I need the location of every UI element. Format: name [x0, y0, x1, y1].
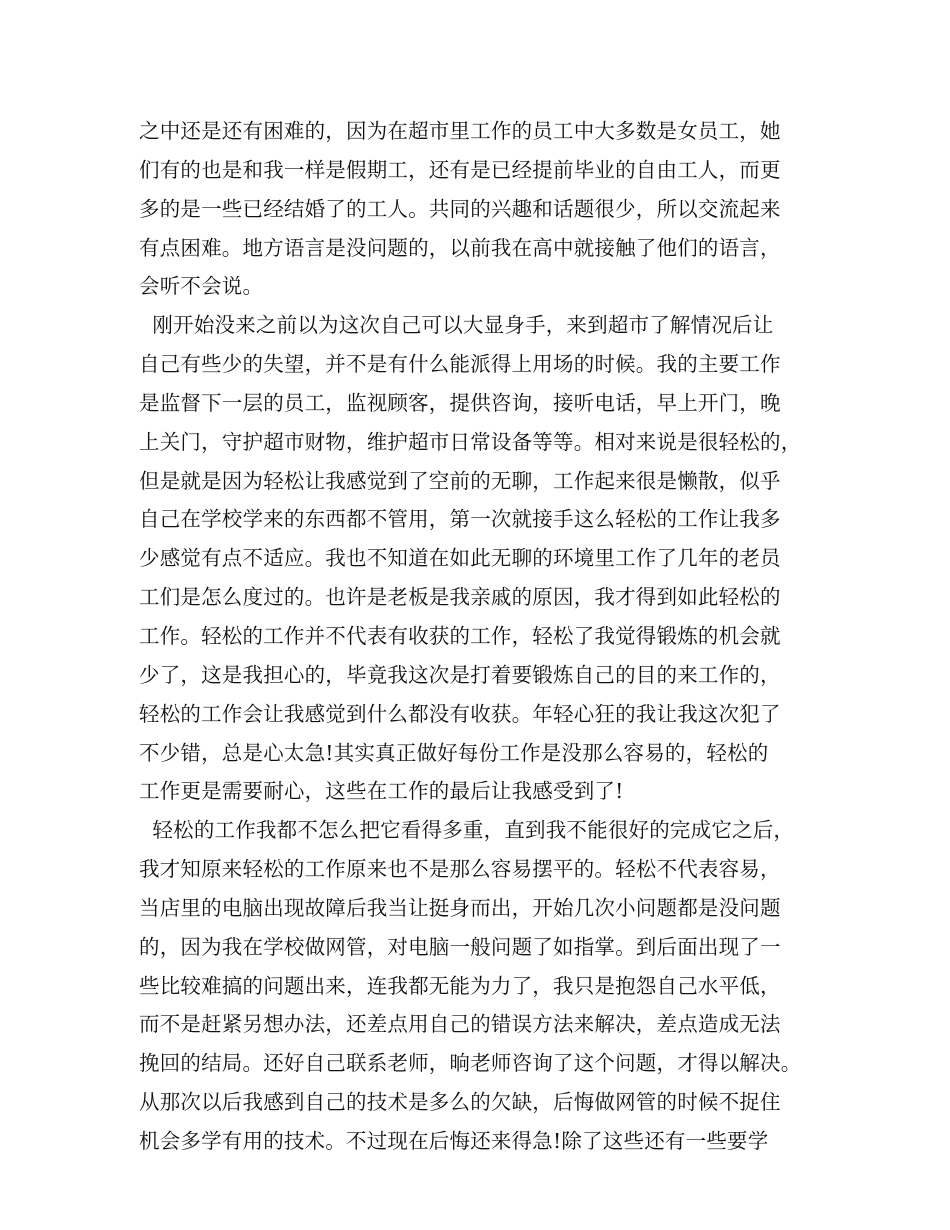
text-line: 当店里的电脑出现故障后我当让挺身而出，开始几次小问题都是没问题 [139, 895, 781, 920]
text-line: 工们是怎么度过的。也许是老板是我亲戚的原因，我才得到如此轻松的 [139, 585, 781, 610]
text-line: 上关门，守护超市财物，维护超市日常设备等等。相对来说是很轻松的， [139, 429, 802, 454]
text-line: 轻松的工作我都不怎么把它看得多重，直到我不能很好的完成它之后， [139, 818, 795, 843]
text-line: 们有的也是和我一样是假期工，还有是已经提前毕业的自由工人，而更 [139, 157, 781, 182]
text-line: 而不是赶紧另想办法，还差点用自己的错误方法来解决，差点造成无法 [139, 1012, 781, 1037]
text-line: 有点困难。地方语言是没问题的，以前我在高中就接触了他们的语言， [139, 235, 781, 260]
text-line: 多的是一些已经结婚了的工人。共同的兴趣和话题很少，所以交流起来 [139, 196, 781, 221]
text-line: 的，因为我在学校做网管，对电脑一般问题了如指掌。到后面出现了一 [139, 934, 781, 959]
text-line: 轻松的工作会让我感觉到什么都没有收获。年轻心狂的我让我这次犯了 [139, 701, 781, 726]
text-line: 些比较难搞的问题出来，连我都无能为力了，我只是抱怨自己水平低， [139, 973, 781, 998]
text-line: 从那次以后我感到自己的技术是多么的欠缺，后悔做网管的时候不捉住 [139, 1090, 781, 1115]
text-line: 少感觉有点不适应。我也不知道在如此无聊的环境里工作了几年的老员 [139, 546, 781, 571]
text-line: 自己有些少的失望，并不是有什么能派得上用场的时候。我的主要工作 [139, 352, 781, 377]
body-text [139, 112, 829, 1161]
text-line: 工作更是需要耐心，这些在工作的最后让我感受到了! [139, 779, 624, 804]
text-line: 不少错，总是心太急!其实真正做好每份工作是没那么容易的，轻松的 [139, 740, 769, 765]
text-line: 刚开始没来之前以为这次自己可以大显身手，来到超市了解情况后让 [139, 313, 774, 338]
text-line: 机会多学有用的技术。不过现在后悔还来得急!除了这些还有一些要学 [139, 1128, 769, 1153]
text-line: 我才知原来轻松的工作原来也不是那么容易摆平的。轻松不代表容易， [139, 857, 781, 882]
text-line: 但是就是因为轻松让我感觉到了空前的无聊，工作起来很是懒散，似乎 [139, 468, 781, 493]
text-line: 少了，这是我担心的，毕竟我这次是打着要锻炼自己的目的来工作的， [139, 662, 781, 687]
text-line: 是监督下一层的员工，监视顾客，提供咨询，接听电话，早上开门，晚 [139, 390, 781, 415]
text-line: 挽回的结局。还好自己联系老师，晌老师咨询了这个问题，才得以解决。 [139, 1051, 802, 1076]
text-line: 之中还是还有困难的，因为在超市里工作的员工中大多数是女员工，她 [139, 119, 781, 143]
text-line: 会听不会说。 [139, 274, 264, 299]
text-line: 自己在学校学来的东西都不管用，第一次就接手这么轻松的工作让我多 [139, 507, 781, 532]
text-line: 工作。轻松的工作并不代表有收获的工作，轻松了我觉得锻炼的机会就 [139, 623, 781, 648]
